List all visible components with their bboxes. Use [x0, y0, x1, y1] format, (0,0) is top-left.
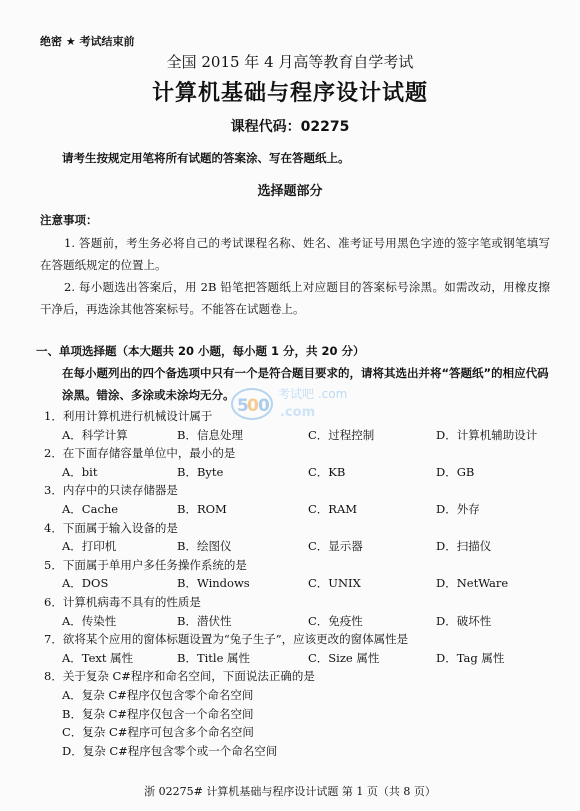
question-list: [0, 408, 580, 761]
option-a: A．bit: [62, 464, 98, 479]
question-3-options: [0, 501, 580, 520]
page-footer: 浙 02275# 计算机基础与程序设计试题 第 1 页（共 8 页）: [144, 785, 436, 798]
option-a: A．Cache: [62, 501, 119, 516]
option-c: C．Size 属性: [308, 650, 380, 665]
question-4-options: [0, 538, 580, 557]
option-b: B．复杂 C#程序仅包含一个命名空间: [62, 706, 254, 721]
question-5-stem: 5．下面属于单用户多任务操作系统的是: [44, 557, 247, 572]
exam-name: 全国 2015 年 4 月高等教育自学考试: [166, 53, 414, 71]
option-c: C．免疫性: [308, 613, 363, 628]
option-a: A．Text 属性: [62, 650, 134, 665]
question-stem: [0, 631, 580, 650]
confidential-label: 绝密 ★ 考试结束前: [40, 35, 135, 48]
note-item: 1. 答题前，考生务必将自己的考试课程名称、姓名、准考证号用黑色字迹的签字笔或钢笔填写在答题纸规定的位置上。: [40, 236, 550, 272]
option-c: C．复杂 C#程序可包含多个命名空间: [62, 725, 254, 740]
page-title: 计算机基础与程序设计试题: [151, 81, 428, 106]
question-stem: [0, 594, 580, 613]
option-a: A．打印机: [62, 539, 117, 554]
question-8-stem: 8．关于复杂 C#程序和命名空间，下面说法正确的是: [44, 669, 315, 684]
question-6-options: [0, 613, 580, 632]
question-stem: [0, 668, 580, 687]
option-c: C．RAM: [308, 501, 358, 516]
question-4-stem: 4．下面属于输入设备的是: [44, 520, 178, 535]
notes-heading: 注意事项：: [40, 213, 98, 227]
question-1-options: [0, 427, 580, 446]
part-instruction: 在每小题列出的四个备选项中只有一个是符合题目要求的，请将其选出并将“答题纸”的相应代码涂黑。错涂、多涂或未涂均无分。: [62, 366, 549, 402]
question-7-options: [0, 650, 580, 669]
question-stem: [0, 445, 580, 464]
section-title: 选择题部分: [257, 184, 323, 199]
question-8-option-c: [0, 724, 580, 743]
question-8-option-d: [0, 743, 580, 762]
svg-text:5: 5: [237, 396, 249, 416]
option-a: A．科学计算: [62, 427, 128, 442]
question-2-stem: 2．在下面存储容量单位中，最小的是: [44, 446, 236, 461]
option-a: A．DOS: [62, 576, 109, 591]
option-d: D．扫描仪: [436, 539, 492, 554]
note-item: 2. 每小题选出答案后，用 2B 铅笔把答题纸上对应题目的答案标号涂黑。如需改动，用橡皮擦干净后，再选涂其他答案标号。不能答在试题卷上。: [40, 280, 550, 316]
question-7-stem: 7．欲将某个应用的窗体标题设置为“兔子生子”，应该更改的窗体属性是: [44, 632, 409, 647]
question-8-option-b: [0, 706, 580, 725]
option-b: B．绘图仪: [177, 539, 232, 554]
option-d: D．GB: [436, 464, 475, 479]
option-b: B．Byte: [177, 464, 224, 479]
question-2-options: [0, 464, 580, 483]
option-b: B．信息处理: [177, 427, 243, 442]
option-b: B．Title 属性: [177, 650, 251, 665]
option-d: D．外存: [436, 501, 480, 516]
svg-text:0: 0: [258, 396, 270, 416]
option-c: C．UNIX: [308, 576, 361, 591]
general-instruction: 请考生按规定用笔将所有试题的答案涂、写在答题纸上。: [62, 151, 350, 165]
question-stem: [0, 557, 580, 576]
option-c: C．过程控制: [308, 427, 375, 442]
option-a: A．传染性: [62, 613, 117, 628]
question-3-stem: 3．内存中的只读存储器是: [44, 483, 178, 498]
svg-text:考试吧 .com: 考试吧 .com: [278, 387, 348, 401]
svg-text:0: 0: [247, 396, 259, 416]
question-stem: [0, 520, 580, 539]
option-d: D．计算机辅助设计: [436, 427, 538, 442]
option-c: C．显示器: [308, 539, 363, 554]
option-d: D．复杂 C#程序包含零个或一个命名空间: [62, 743, 278, 758]
option-c: C．KB: [308, 464, 346, 479]
option-b: B．潜伏性: [177, 613, 232, 628]
question-6-stem: 6．计算机病毒不具有的性质是: [44, 594, 201, 609]
option-d: D．NetWare: [436, 576, 509, 591]
option-a: A．复杂 C#程序仅包含零个命名空间: [62, 687, 254, 702]
question-1-stem: 1．利用计算机进行机械设计属于: [44, 409, 213, 423]
question-5-options: [0, 575, 580, 594]
option-d: D．Tag 属性: [436, 650, 505, 665]
question-stem: [0, 408, 580, 427]
question-stem: [0, 482, 580, 501]
question-8-option-a: [0, 687, 580, 706]
option-b: B．Windows: [177, 576, 250, 591]
part-heading: 一、单项选择题（本大题共 20 小题，每小题 1 分，共 20 分）: [36, 344, 365, 358]
svg-text:.com: .com: [280, 405, 316, 420]
option-b: B．ROM: [177, 501, 227, 516]
option-d: D．破坏性: [436, 613, 492, 628]
course-code: 课程代码：02275: [230, 119, 350, 135]
